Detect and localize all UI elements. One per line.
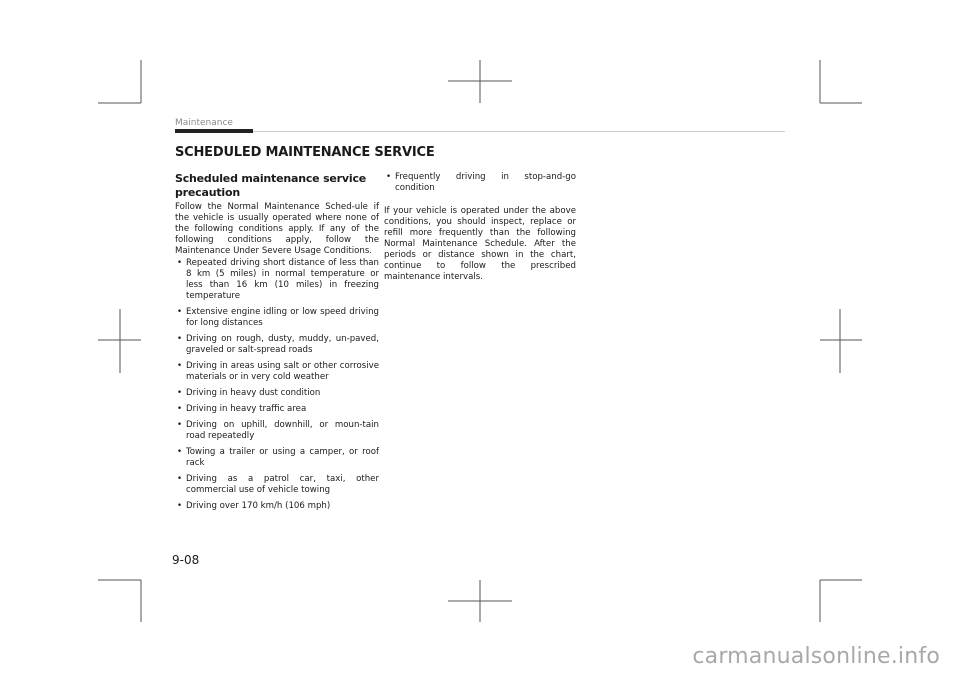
left-column <box>175 172 379 517</box>
watermark: carmanualsonline.info <box>692 644 940 669</box>
page-number: 9-08 <box>172 553 200 567</box>
section-label: Maintenance <box>175 118 233 128</box>
right-column <box>384 172 576 283</box>
section-subheading: Scheduled maintenance service precaution <box>175 172 367 199</box>
list-item: • Extensive engine idling or low speed driving for long distances <box>175 307 379 329</box>
list-item: • Driving over 170 km/h (106 mph) <box>175 501 379 512</box>
header-accent-bar <box>175 129 253 133</box>
list-item: • Towing a trailer or using a camper, or roof rack <box>175 447 379 469</box>
header-divider <box>253 131 785 132</box>
list-item: • Driving in heavy dust condition <box>175 388 379 399</box>
list-item: • Driving in areas using salt or other corrosive materials or in very cold weather <box>175 361 379 383</box>
list-item: • Frequently driving in stop-and-go condition <box>384 172 576 194</box>
list-item: • Driving on uphill, downhill, or moun-tain road repeatedly <box>175 420 379 442</box>
conditions-list-continued <box>384 172 576 194</box>
list-item: • Driving in heavy traffic area <box>175 404 379 415</box>
intro-paragraph: Follow the Normal Maintenance Sched-ule if the vehicle is usually operated where none of the following conditions apply. If any of the following conditions apply, follow the Maintenance Under Severe Usage Conditions. <box>175 202 379 256</box>
list-item: • Driving as a patrol car, taxi, other commercial use of vehicle towing <box>175 474 379 496</box>
list-item: • Driving on rough, dusty, muddy, un-paved, graveled or salt-spread roads <box>175 334 379 356</box>
page-title: SCHEDULED MAINTENANCE SERVICE <box>175 145 435 160</box>
guidance-paragraph: If your vehicle is operated under the above conditions, you should inspect, replace or refill more frequently than the following Normal Maintenance Schedule. After the periods or distance shown in the chart, continue to follow the prescribed maintenance intervals. <box>384 206 576 282</box>
conditions-list <box>175 258 379 512</box>
list-item: • Repeated driving short distance of less than 8 km (5 miles) in normal temperature or less than 16 km (10 miles) in freezing temperature <box>175 258 379 302</box>
